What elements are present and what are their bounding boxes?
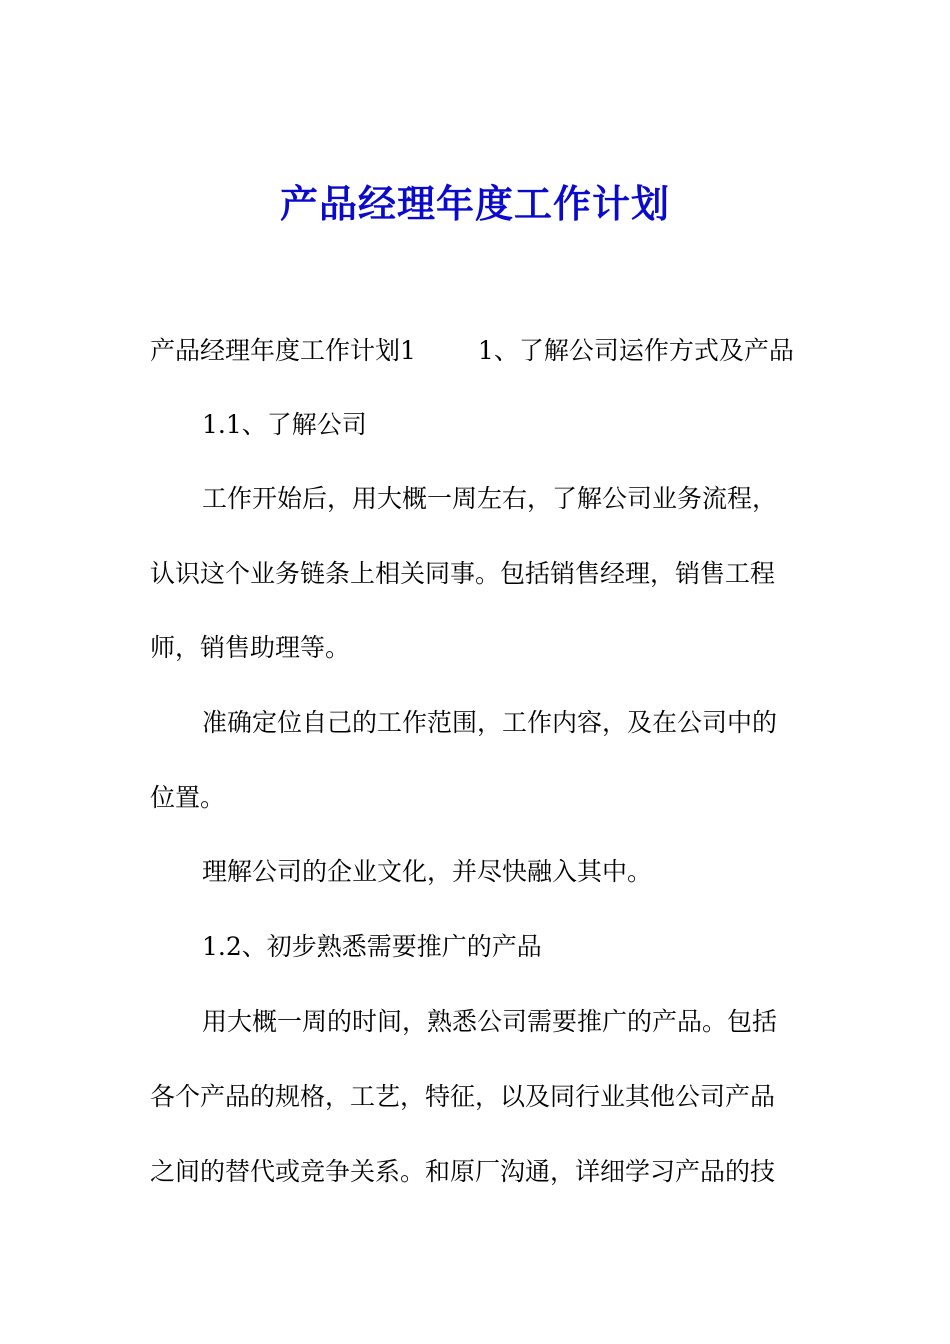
paragraph-line: 各个产品的规格，工艺，特征，以及同行业其他公司产品 [150,1082,776,1111]
paragraph-line: 认识这个业务链条上相关同事。包括销售经理，销售工程 [150,559,776,588]
paragraph-line: 理解公司的企业文化，并尽快融入其中。 [202,857,653,886]
doc-heading-ref: 产品经理年度工作计划1 [150,336,416,365]
paragraph-line: 工作开始后，用大概一周左右，了解公司业务流程， [202,484,778,513]
paragraph-line: 准确定位自己的工作范围，工作内容，及在公司中的 [202,708,778,737]
paragraph-line: 师，销售助理等。 [150,633,351,662]
paragraph-line [150,333,794,369]
section-heading-1: 1、了解公司运作方式及产品 [477,336,794,365]
document-title: 产品经理年度工作计划 [279,181,670,226]
subsection-heading-1-1: 1.1、了解公司 [202,410,367,439]
paragraph-line: 用大概一周的时间，熟悉公司需要推广的产品。包括 [202,1007,778,1036]
paragraph-line: 位置。 [150,783,226,812]
subsection-heading-1-2: 1.2、初步熟悉需要推广的产品 [202,932,542,961]
paragraph-line: 之间的替代或竞争关系。和原厂沟通，详细学习产品的技 [150,1157,776,1186]
